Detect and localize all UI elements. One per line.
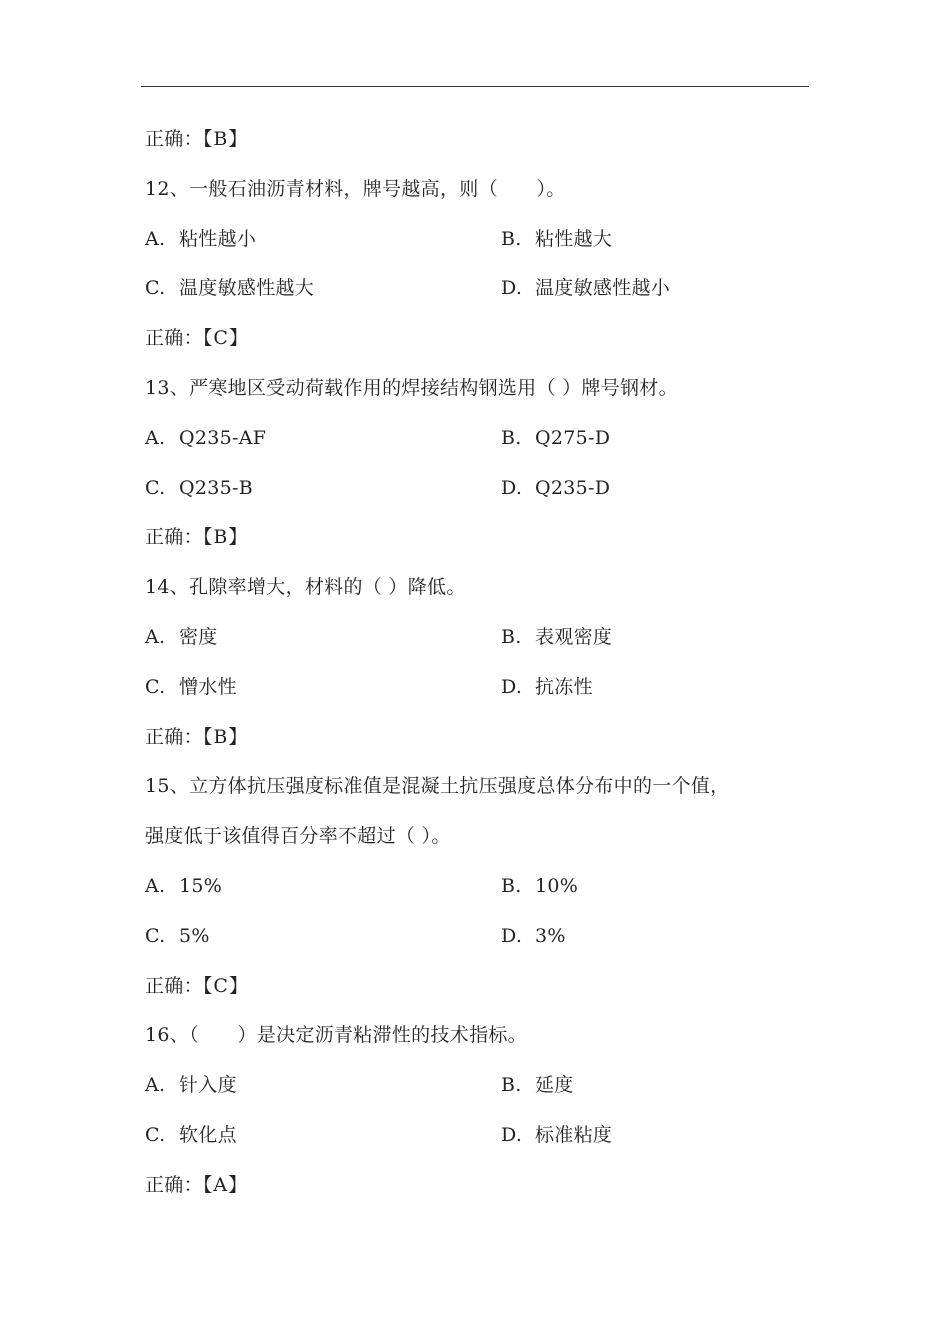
option-text: Q275-D (535, 426, 611, 449)
option-a (145, 866, 501, 916)
answer-value: 【B】 (202, 725, 249, 748)
option-b (501, 418, 801, 468)
answer-label: 正确： (145, 1173, 203, 1196)
option-letter: C. (145, 1123, 166, 1146)
option-letter: B. (501, 426, 522, 449)
option-a (145, 219, 501, 269)
option-text: 抗冻性 (535, 675, 593, 698)
option-text: 憎水性 (179, 675, 237, 698)
options-row (145, 418, 810, 468)
answer-value: 【C】 (202, 327, 249, 350)
question-text-continued: 强度低于该值得百分率不超过（ ）。 (145, 825, 451, 848)
content (145, 119, 810, 1215)
options-row (145, 866, 810, 916)
option-b (501, 1065, 801, 1115)
question-text: 15、立方体抗压强度标准值是混凝土抗压强度总体分布中的一个值， (145, 775, 730, 798)
question-16 (145, 1015, 810, 1214)
answer-value: 【B】 (202, 526, 249, 549)
answer-line (145, 517, 810, 567)
option-a (145, 617, 501, 667)
answer-value: 【A】 (202, 1173, 249, 1196)
option-d (501, 268, 801, 318)
answer-label: 正确： (145, 128, 203, 150)
option-c (145, 268, 501, 318)
option-text: 标准粘度 (535, 1123, 613, 1146)
option-text: 表观密度 (535, 625, 613, 648)
question-text: 16、（ ）是决定沥青粘滞性的技术指标。 (145, 1024, 527, 1047)
option-c (145, 468, 501, 518)
option-b (501, 866, 801, 916)
answer-line (145, 966, 810, 1016)
option-letter: B. (501, 874, 522, 897)
option-c (145, 916, 501, 966)
option-letter: D. (501, 277, 523, 300)
option-b (501, 219, 801, 269)
answer-line (145, 318, 810, 368)
option-c (145, 667, 501, 717)
answer-label: 正确： (145, 725, 203, 748)
option-text: 密度 (179, 625, 218, 648)
option-letter: A. (145, 874, 166, 897)
option-text: 5% (179, 924, 210, 947)
option-letter: A. (145, 426, 166, 449)
option-text: 针入度 (179, 1074, 237, 1097)
option-d (501, 468, 801, 518)
option-c (145, 1115, 501, 1165)
answer-label: 正确： (145, 974, 203, 997)
question-14 (145, 567, 810, 766)
options-row (145, 1065, 810, 1115)
option-d (501, 916, 801, 966)
option-letter: D. (501, 1123, 523, 1146)
option-letter: D. (501, 476, 523, 499)
option-letter: C. (145, 277, 166, 300)
option-letter: A. (145, 227, 166, 250)
option-text: 3% (535, 924, 566, 947)
question-text: 13、严寒地区受动荷载作用的焊接结构钢选用（ ）牌号钢材。 (145, 376, 678, 399)
answer-value: 【B】 (202, 128, 249, 150)
question-13 (145, 368, 810, 567)
option-letter: C. (145, 476, 166, 499)
option-letter: B. (501, 625, 522, 648)
option-letter: C. (145, 675, 166, 698)
option-letter: B. (501, 227, 522, 250)
question-text: 14、孔隙率增大，材料的（ ）降低。 (145, 576, 466, 599)
option-text: Q235-D (535, 476, 611, 499)
option-letter: B. (501, 1074, 522, 1097)
options-row (145, 468, 810, 518)
option-text: 延度 (535, 1074, 574, 1097)
options-row (145, 667, 810, 717)
option-letter: D. (501, 675, 523, 698)
answer-label: 正确： (145, 327, 203, 350)
answer-line (145, 717, 810, 767)
options-row (145, 219, 810, 269)
option-text: 温度敏感性越大 (179, 277, 315, 300)
header-rule (141, 86, 809, 87)
answer-line (145, 1165, 810, 1215)
answer-label: 正确： (145, 526, 203, 549)
option-text: 粘性越小 (179, 227, 257, 250)
options-row (145, 617, 810, 667)
options-row (145, 268, 810, 318)
question-15 (145, 766, 810, 1015)
option-text: 软化点 (179, 1123, 237, 1146)
option-text: 温度敏感性越小 (535, 277, 671, 300)
option-text: 10% (535, 874, 579, 897)
option-letter: D. (501, 924, 523, 947)
option-letter: A. (145, 625, 166, 648)
option-letter: C. (145, 924, 166, 947)
option-text: Q235-AF (179, 426, 267, 449)
option-a (145, 418, 501, 468)
option-d (501, 667, 801, 717)
answer-value: 【C】 (202, 974, 249, 997)
answer-line (145, 119, 810, 169)
option-text: 粘性越大 (535, 227, 613, 250)
question-text: 12、一般石油沥青材料，牌号越高，则（ ）。 (145, 177, 566, 200)
options-row (145, 916, 810, 966)
option-text: 15% (179, 874, 223, 897)
option-d (501, 1115, 801, 1165)
option-letter: A. (145, 1074, 166, 1097)
option-b (501, 617, 801, 667)
options-row (145, 1115, 810, 1165)
question-12 (145, 169, 810, 368)
option-a (145, 1065, 501, 1115)
option-text: Q235-B (179, 476, 254, 499)
